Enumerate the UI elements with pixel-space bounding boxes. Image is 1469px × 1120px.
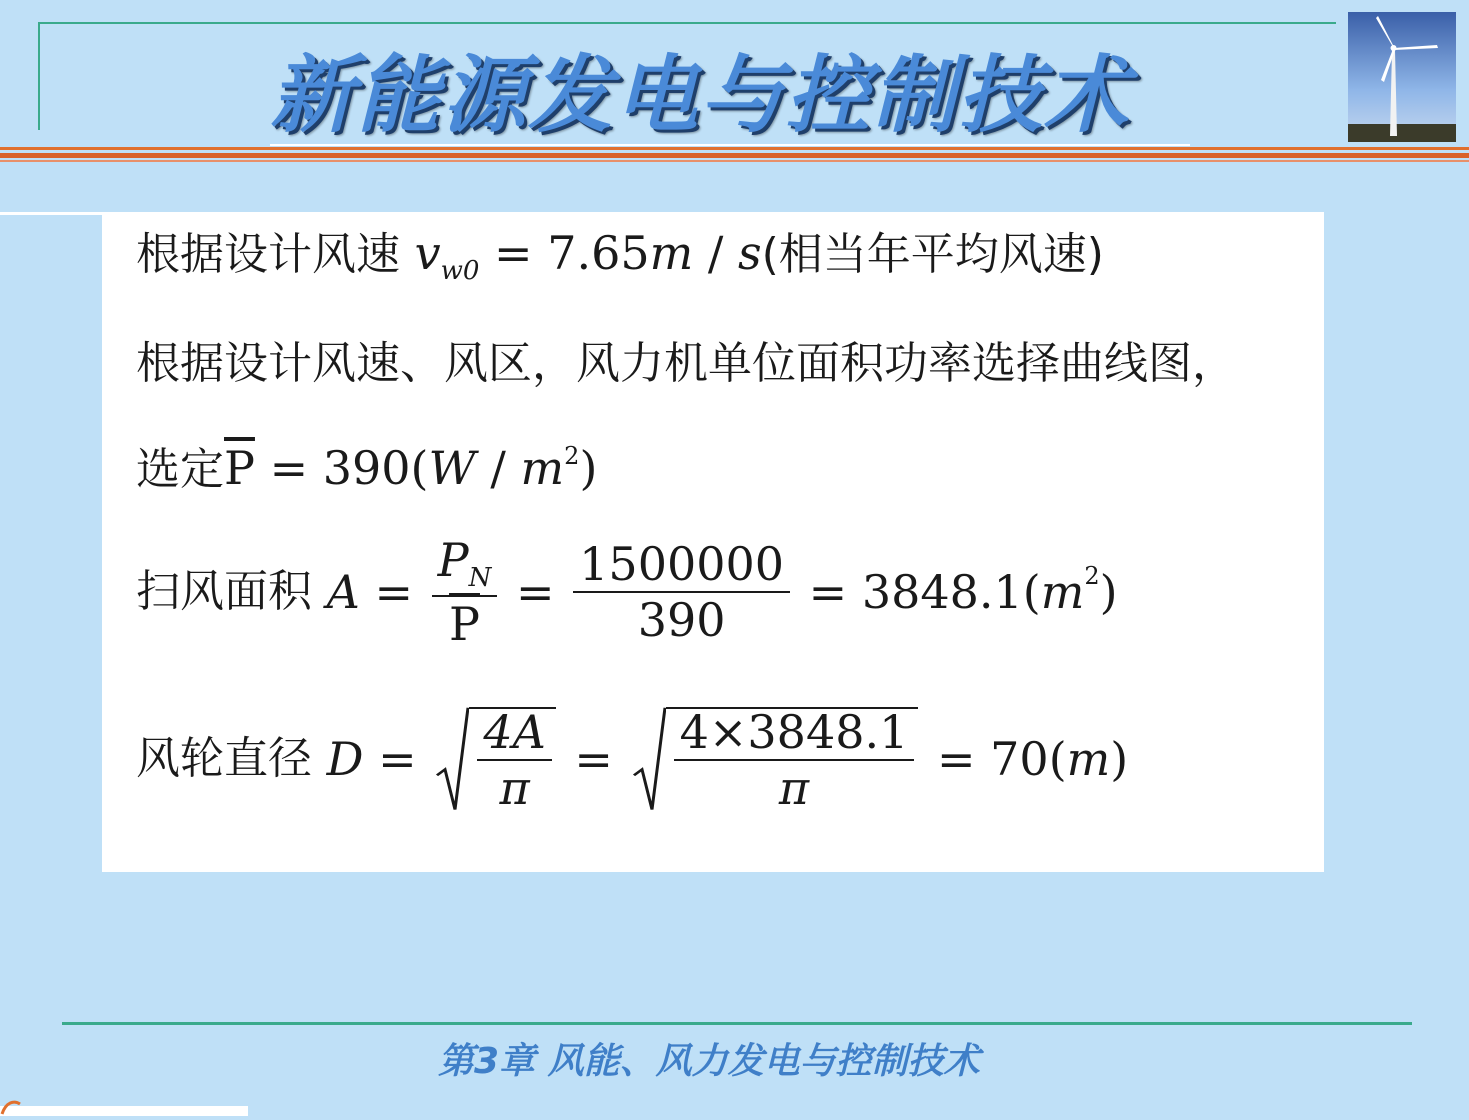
power-value: = 390( bbox=[254, 441, 429, 495]
header-frame-top-line bbox=[38, 22, 1336, 24]
power-symbol: $\overline{P}$ bbox=[224, 441, 255, 495]
header-rule-orange-top bbox=[0, 147, 1469, 150]
unit-exponent: 2 bbox=[564, 442, 580, 470]
footer-rule bbox=[62, 1022, 1412, 1025]
wind-speed-value: = 7.65 bbox=[479, 226, 650, 280]
line5-label: 风轮直径 bbox=[136, 733, 312, 784]
chapter-footer: 第3章 风能、风力发电与控制技术 bbox=[438, 1041, 980, 1082]
fraction-numerator bbox=[432, 533, 498, 595]
bottom-corner-tab bbox=[0, 1106, 248, 1116]
slide-title: 新能源发电与控制技术 bbox=[270, 46, 1131, 144]
line1-label: 根据设计风速 bbox=[136, 229, 400, 280]
diameter-result: = 70( bbox=[922, 732, 1067, 786]
equals: = bbox=[559, 732, 628, 786]
header-frame-left-line bbox=[38, 22, 40, 130]
area-symbol: A bbox=[326, 565, 360, 619]
diameter-symbol: D bbox=[326, 732, 364, 786]
rotor-diameter-line bbox=[136, 705, 1129, 815]
left-accent-strip bbox=[0, 212, 104, 215]
title-underline bbox=[270, 144, 1190, 146]
close-paren: ) bbox=[579, 441, 598, 495]
close-paren: ) bbox=[1099, 565, 1118, 619]
line4-label: 扫风面积 bbox=[136, 566, 312, 617]
fraction-denominator: P bbox=[449, 597, 480, 651]
unit-slash: / bbox=[693, 226, 739, 280]
unit-slash: / bbox=[475, 441, 521, 495]
equals: = bbox=[359, 565, 428, 619]
fraction-numerator: 1500000 bbox=[579, 537, 785, 591]
corner-swoosh-icon bbox=[0, 1098, 22, 1116]
close-paren: ) bbox=[1110, 732, 1129, 786]
fraction-denominator: π bbox=[499, 761, 530, 815]
unit-s: s bbox=[738, 226, 762, 280]
header-rule-orange-bottom bbox=[0, 160, 1469, 162]
radical-sign bbox=[632, 707, 666, 811]
square-root-symbolic bbox=[435, 705, 556, 815]
fraction-denominator: π bbox=[778, 761, 810, 815]
unit-m: m bbox=[1040, 565, 1085, 619]
radical-sign bbox=[435, 707, 469, 811]
unit-W: W bbox=[428, 441, 476, 495]
wind-turbine-icon bbox=[1348, 12, 1456, 142]
content-panel bbox=[102, 212, 1324, 872]
square-root-numeric bbox=[632, 705, 919, 815]
equals: = bbox=[363, 732, 432, 786]
unit-exponent: 2 bbox=[1084, 562, 1100, 590]
rated-power-symbol: P bbox=[437, 533, 469, 587]
symbolic-fraction bbox=[477, 705, 552, 815]
selection-method-line: 根据设计风速、风区，风力机单位面积功率选择曲线图， bbox=[136, 338, 1236, 389]
numeric-fraction bbox=[573, 537, 790, 647]
header-rule-orange-middle bbox=[0, 153, 1469, 158]
fraction-numerator: 4A bbox=[483, 705, 546, 759]
fraction-denominator: 390 bbox=[637, 593, 726, 647]
unit-m: m bbox=[649, 226, 694, 280]
design-wind-speed-line bbox=[136, 226, 1104, 286]
equals: = bbox=[501, 565, 570, 619]
power-ratio-fraction bbox=[432, 533, 498, 651]
area-result: = 3848.1( bbox=[794, 565, 1041, 619]
wind-speed-subscript: w0 bbox=[440, 256, 480, 286]
unit-m: m bbox=[1066, 732, 1111, 786]
line3-label: 选定 bbox=[136, 444, 224, 495]
swept-area-line bbox=[136, 533, 1118, 651]
line1-note: (相当年平均风速) bbox=[761, 229, 1104, 280]
fraction-numerator: 4×3848.1 bbox=[679, 705, 909, 759]
numeric-fraction bbox=[674, 705, 915, 815]
selected-power-line bbox=[136, 441, 598, 495]
wind-speed-symbol: v bbox=[414, 226, 441, 280]
unit-m: m bbox=[520, 441, 565, 495]
rated-power-subscript: N bbox=[468, 563, 492, 593]
